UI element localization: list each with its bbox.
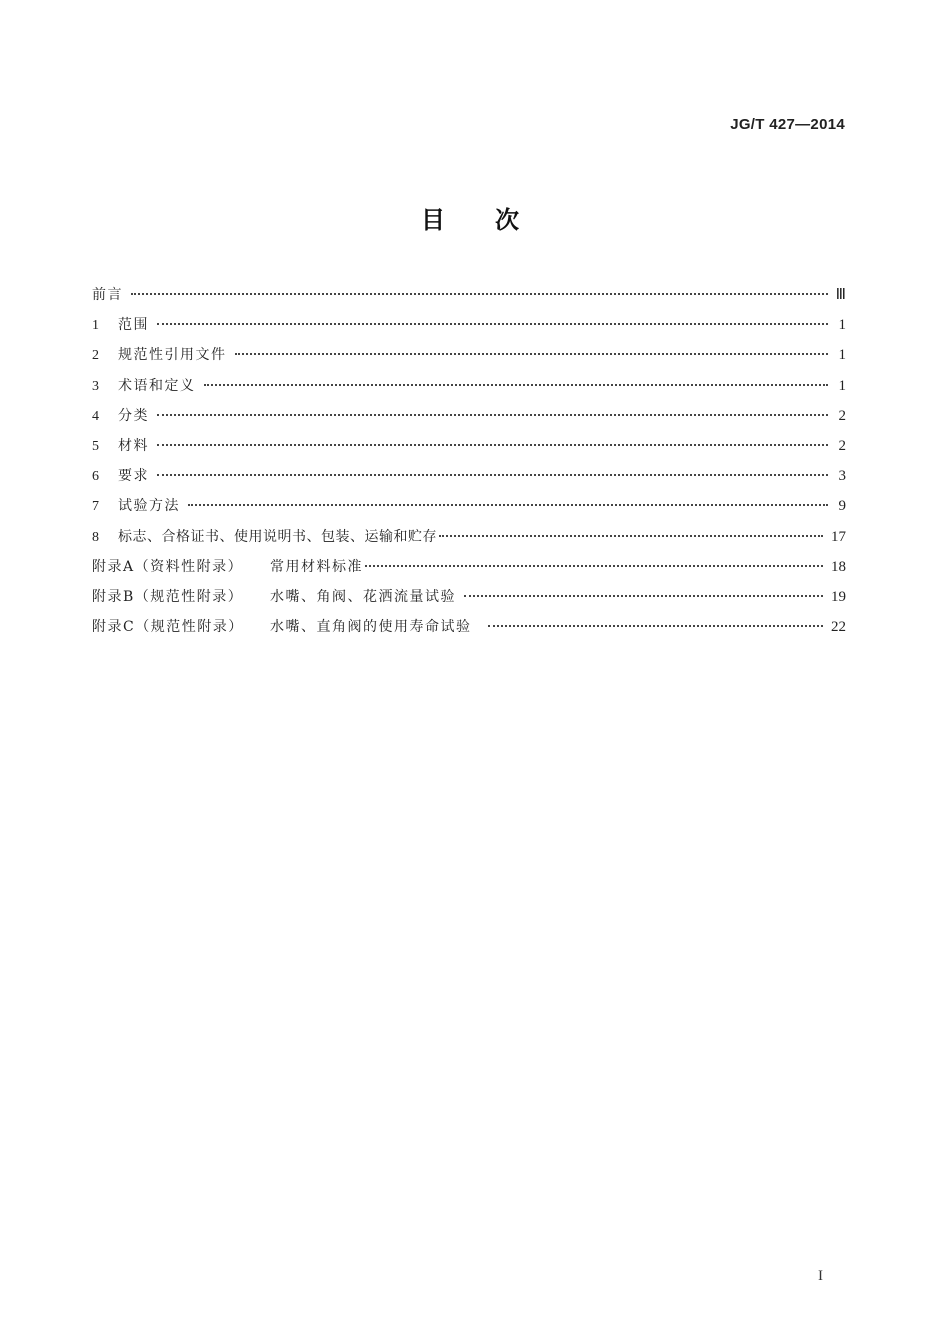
toc-entry-label: 材料 (118, 437, 149, 454)
toc-entry-number: 2 (92, 348, 99, 364)
toc-entry-page: 9 (838, 498, 846, 515)
toc-entry-page: 1 (838, 377, 846, 394)
toc-entry-page: 18 (831, 558, 846, 575)
toc-entry-4[interactable] (92, 401, 846, 431)
toc-entry-subtitle: 水嘴、角阀、花洒流量试验 (270, 588, 456, 605)
dot-leader (204, 384, 829, 386)
page-number: I (818, 1268, 823, 1284)
toc-entry-number: 5 (92, 438, 99, 454)
toc-entry-label: 标志、合格证书、使用说明书、包装、运输和贮存 (118, 528, 437, 545)
toc-entry-page: 3 (838, 468, 846, 485)
toc-entry-number: 3 (92, 378, 99, 394)
toc-entry-subtitle: 常用材料标准 (270, 558, 363, 575)
toc-entry-appendix-c[interactable] (92, 612, 846, 642)
table-of-contents (92, 280, 846, 642)
toc-entry-number: 8 (92, 529, 99, 545)
toc-entry-label: 分类 (118, 407, 149, 424)
toc-entry-5[interactable] (92, 431, 846, 461)
dot-leader (157, 444, 828, 446)
toc-entry-label: 要求 (118, 468, 149, 485)
toc-entry-appendix-a[interactable] (92, 552, 846, 582)
toc-entry-page: 2 (838, 407, 846, 424)
toc-entry-label: 试验方法 (118, 498, 180, 515)
toc-entry-6[interactable] (92, 461, 846, 491)
dot-leader (131, 293, 828, 295)
toc-entry-number: 7 (92, 499, 99, 515)
dot-leader (488, 625, 824, 627)
page-title: 目次 (421, 206, 569, 234)
toc-entry-number: 4 (92, 408, 99, 424)
dot-leader (365, 565, 823, 567)
toc-entry-label: 术语和定义 (118, 377, 196, 394)
toc-entry-page: 17 (831, 528, 846, 545)
toc-entry-label: 范围 (118, 317, 149, 334)
dot-leader (439, 535, 823, 537)
toc-entry-1[interactable] (92, 310, 846, 340)
standard-code: JG/T 427—2014 (730, 116, 845, 133)
toc-entry-label: 附录B（规范性附录） (92, 588, 244, 605)
toc-entry-foreword[interactable] (92, 280, 846, 310)
dot-leader (464, 595, 823, 597)
toc-entry-page: 1 (838, 317, 846, 334)
toc-entry-number: 1 (92, 318, 99, 334)
toc-entry-7[interactable] (92, 491, 846, 521)
dot-leader (235, 353, 829, 355)
toc-entry-2[interactable] (92, 340, 846, 370)
toc-entry-page: 19 (831, 588, 846, 605)
toc-entry-3[interactable] (92, 371, 846, 401)
toc-entry-label: 前言 (92, 287, 123, 303)
toc-entry-page: Ⅲ (835, 287, 846, 303)
toc-entry-label: 规范性引用文件 (118, 347, 227, 364)
toc-entry-label: 附录A（资料性附录） (92, 558, 244, 575)
toc-entry-number: 6 (92, 469, 99, 485)
dot-leader (157, 414, 828, 416)
toc-entry-8[interactable] (92, 522, 846, 552)
toc-entry-page: 22 (831, 619, 846, 636)
toc-entry-label: 附录C（规范性附录） (92, 619, 244, 636)
toc-entry-appendix-b[interactable] (92, 582, 846, 612)
toc-entry-page: 1 (838, 347, 846, 364)
dot-leader (157, 323, 828, 325)
dot-leader (188, 504, 828, 506)
toc-entry-page: 2 (838, 437, 846, 454)
toc-entry-subtitle: 水嘴、直角阀的使用寿命试验 (270, 619, 472, 636)
dot-leader (157, 474, 828, 476)
